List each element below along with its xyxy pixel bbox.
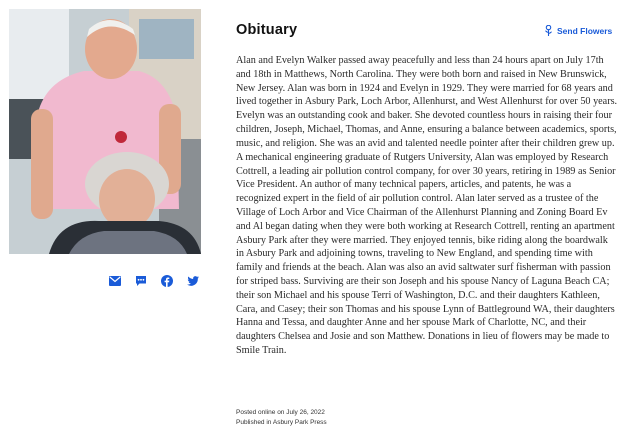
twitter-share-button[interactable] [186,275,199,288]
obituary-text: Alan and Evelyn Walker passed away peacefully and less than 24 hours apart on July 17th and 18th in Matthews, North Carolina. They were both born and raised in New Brunswick, New Jersey. Alan was born in 1924 and Evelyn in 1929. They were married for 68 years and lived together in Asbury Park, Loch Arbor, Allenhurst, and West Allenhurst for over 50 years. Evelyn was an outstanding cook and baker. She devoted countless hours in raising their four children, Joseph, Michael, Thomas, and Anne, ensuring a balance between academics, sports, music, and religion. She was an avid and talented needle pointer after their children grew up. A mechanical engineering graduate of Rutgers University, Alan was employed by Research Cottrell, a leading air pollution control company, for over 30 years, retiring in 1989 as Senior Vice President. An author of many technical papers, articles, and patents, he was a recognized expert in the field of air pollution control. Alan later served as a trustee of the Village of Loch Arbor and Vice Chairman of the Allenhurst Planning and Zoning Board Ev and Al began dating when they were both working at Research Cottrell, renting an apartment Asbury Park after they were married. They enjoyed tennis, bike riding along the boardwalk in Asbury Park and adjoining towns, traveling to New England, and spending time with family and friends at the beach. Alan was also an avid saltwater surf fisherman with passion for striped bass. Surviving are their son Joseph and his spouse Nancy of Laguna Beach CA; their son Michael and his spouse Terri of Washington, D.C. and their daughters Kathleen, Cara, and Casey; their son Thomas and his spouse Lynn of Battleground WA, their daughters Hanna and Tessa, and daughter Anne and her spouse Mark of Charlotte, NC, and their daughters Chelsea and Josie and son Matthew. Donations in lieu of flowers may be made to Smile Train. [236,55,618,357]
share-bar [108,272,208,290]
sms-share-button[interactable] [134,275,147,288]
facebook-icon [161,275,173,287]
send-flowers-label: Send Flowers [557,25,613,36]
published-in: Published in Asbury Park Press [236,419,327,426]
twitter-icon [187,276,199,286]
sms-icon [135,275,147,287]
publication-info [236,408,327,428]
send-flowers-link[interactable] [544,25,612,36]
page-title: Obituary [236,22,298,38]
email-share-button[interactable] [108,275,121,288]
flower-icon [544,25,553,36]
obituary-photo [9,9,201,254]
email-icon [109,276,121,286]
facebook-share-button[interactable] [160,275,173,288]
posted-date: Posted online on July 26, 2022 [236,409,325,416]
